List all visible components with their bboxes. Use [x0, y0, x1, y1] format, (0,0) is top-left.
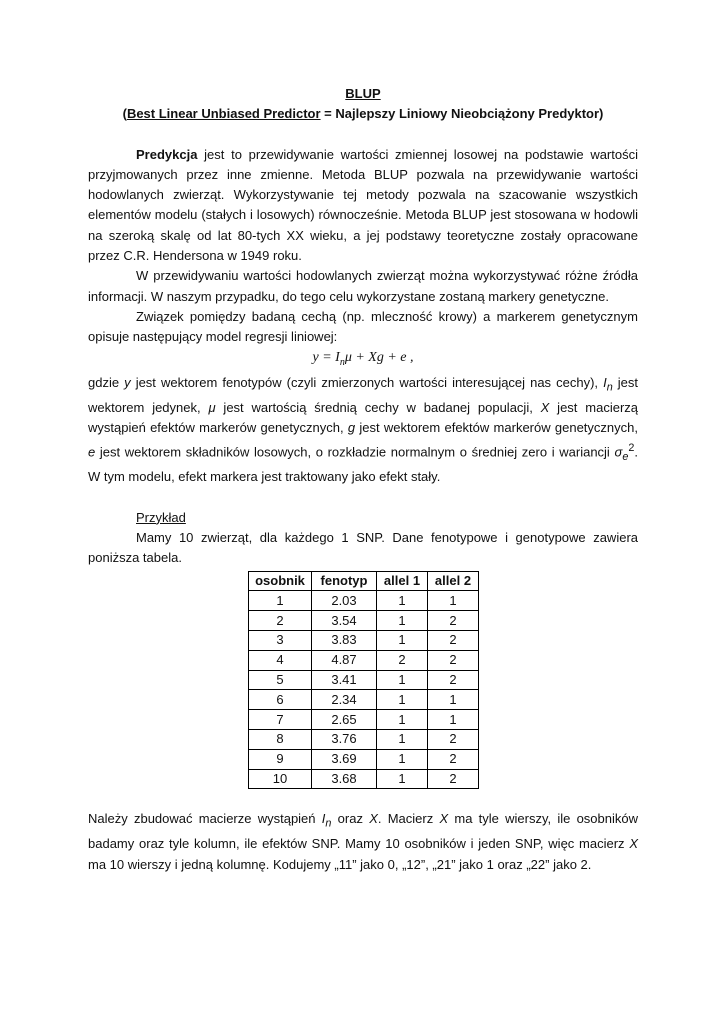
document-title: BLUP	[345, 86, 381, 101]
regression-equation: $y = I_n\mu + Xg + e$ ,	[312, 349, 414, 368]
table-row: 7 2.65 1 1	[249, 710, 479, 730]
paragraph-matrices: Należy zbudować macierze wystąpień $I_n$ oraz X. Macierz X ma tyle wierszy, ile osobników badamy oraz tyle kolumn, ile efektów SNP. Mamy 10 osobników i jeden SNP, więc macierz X ma 10 wierszy i jedną kolumnę. Kodujemy „11” jako 0, „12”, „21” jako 1 oraz „22” jako 2.	[88, 811, 639, 872]
example-intro: Mamy 10 zwierząt, dla każdego 1 SNP. Dane fenotypowe i genotypowe zawiera poniższa tabela.	[88, 529, 638, 566]
subtitle-term: Best Linear Unbiased Predictor	[126, 106, 321, 122]
table-row: 6 2.34 1 1	[249, 690, 479, 710]
table-row: 3 3.83 1 2	[249, 630, 479, 650]
table-row: 9 3.69 1 2	[249, 749, 479, 769]
table-row: 5 3.41 1 2	[249, 670, 479, 690]
table-header-row	[249, 571, 479, 591]
table-row: 4 4.87 2 2	[249, 650, 479, 670]
column-header: allel 1	[377, 571, 428, 591]
table-row: 8 3.76 1 2	[249, 729, 479, 749]
example-heading: Przykład	[136, 509, 186, 525]
paragraph-prediction: Predykcja jest to przewidywanie wartości zmiennej losowej na podstawie wartości przyjmowanych przez inne zmienne. Metoda BLUP pozwala na przewidywanie wartości hodowlanych zwierząt. Wykorzystywanie tej metody pozwala na szacowanie wszystkich elementów modelu (stałych i losowych) równocześnie. Metoda BLUP jest stosowana w hodowli na szeroką skalę od lat 80-tych XX wieku, a jej podstawy teoretyczne zostały opracowane przez C.R. Hendersona w 1949 roku.	[88, 146, 638, 264]
column-header: allel 2	[428, 571, 479, 591]
genotype-table	[248, 571, 479, 790]
table-row: 2 3.54 1 2	[249, 611, 479, 631]
document-page	[88, 84, 638, 875]
paragraph-definitions: gdzie y jest wektorem fenotypów (czyli zmierzonych wartości interesującej nas cechy), $I_n$ jest wektorem jedynek, μ jest wartością średnią cechy w badanej populacji, X jest macierzą wystąpień efektów markerów genetycznych, g jest wektorem efektów markerów genetycznych, e jest wektorem składników losowych, o rozkładzie normalnym o średniej zero i wariancji $\sigma_e^2$. W tym modelu, efekt markera jest traktowany jako efekt stały.	[88, 374, 638, 485]
paragraph-model-intro: Związek pomiędzy badaną cechą (np. mleczność krowy) a markerem genetycznym opisuje następujący model regresji liniowej:	[88, 308, 638, 345]
paragraph-sources: W przewidywaniu wartości hodowlanych zwierząt można wykorzystywać różne źródła informacji. W naszym przypadku, do tego celu wykorzystane zostaną markery genetyczne.	[88, 268, 638, 304]
table-row: 1 2.03 1 1	[249, 591, 479, 611]
column-header: fenotyp	[312, 571, 377, 591]
table-row: 10 3.68 1 2	[249, 769, 479, 789]
document-subtitle: (Best Linear Unbiased Predictor = Najlepszy Liniowy Nieobciążony Predyktor)	[122, 106, 604, 122]
column-header: osobnik	[249, 571, 312, 591]
